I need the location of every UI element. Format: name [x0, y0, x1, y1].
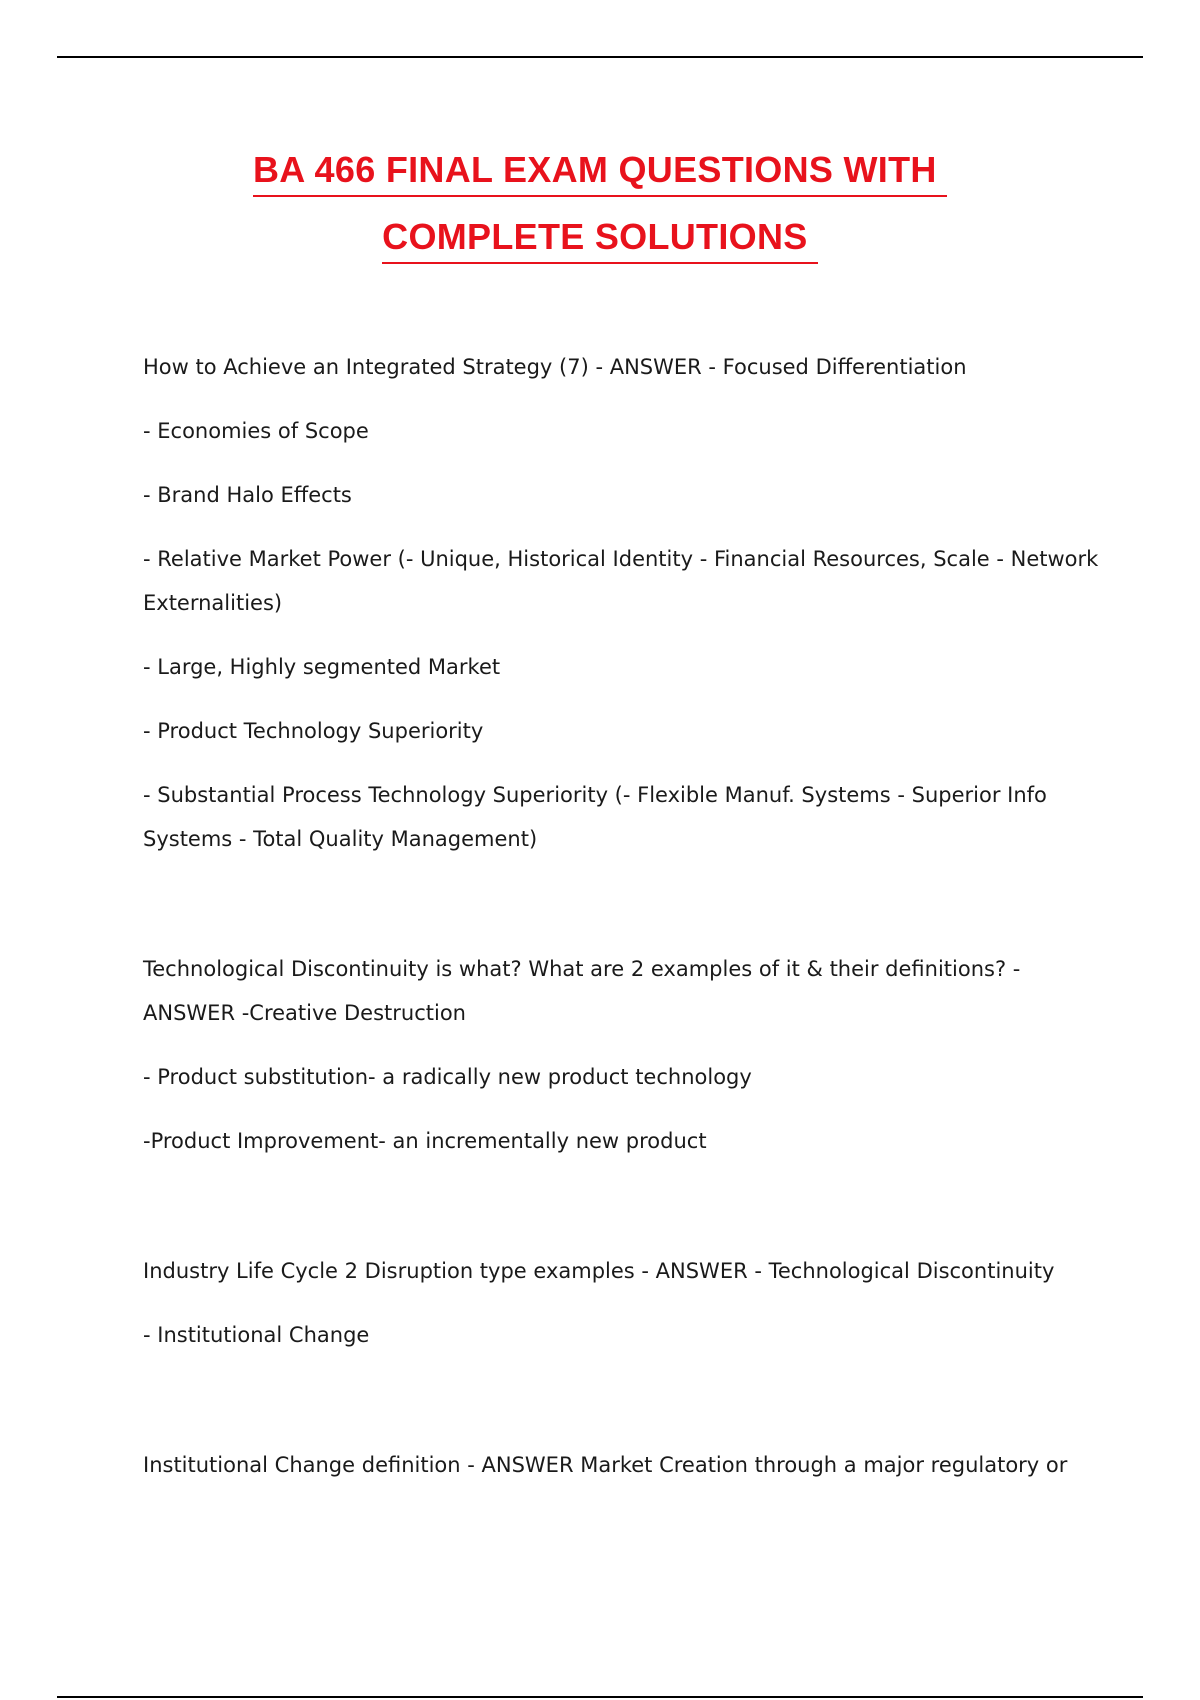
answer-item: - Institutional Change: [143, 1323, 370, 1347]
question-block: [143, 947, 1103, 1163]
question-block: [143, 345, 1103, 861]
footer-rule: [57, 1696, 1143, 1698]
question-text: How to Achieve an Integrated Strategy (7) - ANSWER - Focused Differentiation: [143, 355, 967, 379]
answer-item: - Brand Halo Effects: [143, 483, 352, 507]
question-block: [143, 1443, 1103, 1487]
answer-item: -Product Improvement- an incrementally new product: [143, 1129, 707, 1153]
answer-item: - Product substitution- a radically new product technology: [143, 1065, 752, 1089]
answer-item: - Large, Highly segmented Market: [143, 655, 501, 679]
answer-item: - Economies of Scope: [143, 419, 369, 443]
question-block: [143, 1249, 1103, 1357]
document-title: [0, 140, 1200, 274]
answer-item: - Relative Market Power (- Unique, Historical Identity - Financial Resources, Scale - Network Externalities): [143, 547, 1099, 615]
question-text: Institutional Change definition - ANSWER Market Creation through a major regulatory or: [143, 1453, 1068, 1477]
title-line-2: COMPLETE SOLUTIONS: [382, 212, 818, 264]
answer-item: - Substantial Process Technology Superiority (- Flexible Manuf. Systems - Superior Info Systems - Total Quality Management): [143, 783, 1047, 851]
document-body: [143, 345, 1103, 1507]
question-text: Industry Life Cycle 2 Disruption type examples - ANSWER - Technological Discontinuity: [143, 1259, 1055, 1283]
title-line-1: BA 466 FINAL EXAM QUESTIONS WITH: [253, 145, 947, 197]
question-text: Technological Discontinuity is what? What are 2 examples of it & their definitions? - ANSWER -Creative Destruction: [143, 957, 1021, 1025]
answer-item: - Product Technology Superiority: [143, 719, 484, 743]
header-rule: [57, 56, 1143, 58]
